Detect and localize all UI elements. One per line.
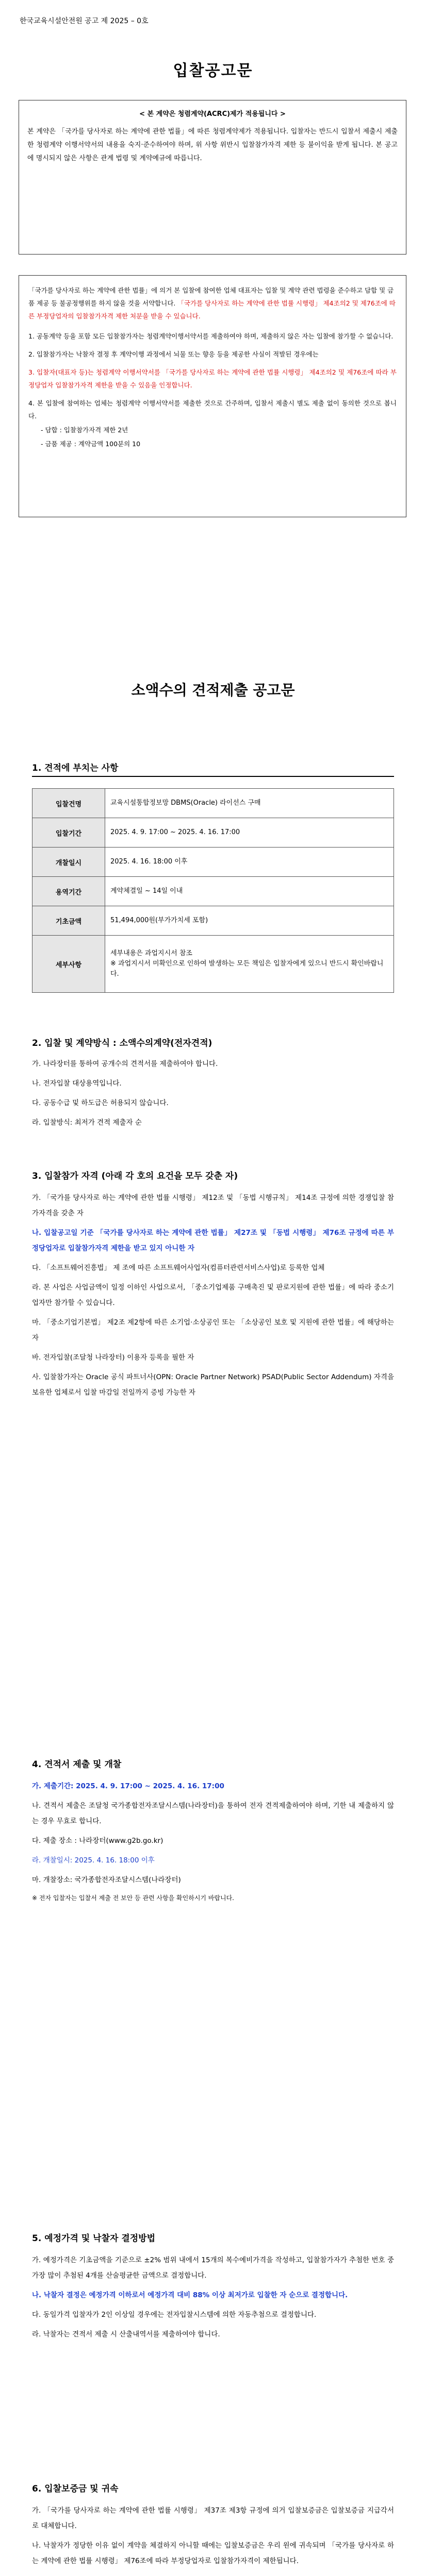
section-heading: 6. 입찰보증금 및 귀속 <box>32 2484 119 2494</box>
section-body <box>32 1778 394 1908</box>
section-line: 마. 「중소기업기본법」 제2조 제2항에 따른 소기업·소상공인 또는 「소상공인 보호 및 지원에 관한 법률」에 해당하는 자 <box>32 1318 394 1342</box>
table-key: 입찰건명 <box>32 789 105 818</box>
integrity-notice-heading: < 본 계약은 청렴계약(ACRC)제가 적용됩니다 > <box>139 110 286 118</box>
section-line: 나. 낙찰자가 정당한 이유 없이 계약을 체결하지 아니할 때에는 입찰보증금은 우리 원에 귀속되며 「국가를 당사자로 하는 계약에 관한 법률 시행령」 제76조에 따라 부정당업자로 입찰참가자격이 제한됩니다. <box>32 2541 394 2565</box>
guide-sub-item: - 담합 : 입찰참가자격 제한 2년 <box>41 426 128 434</box>
section-line: 다. 동일가격 입찰자가 2인 이상일 경우에는 전자입찰시스템에 의한 자동추첨으로 결정합니다. <box>32 2311 317 2319</box>
document-title: 입찰공고문 <box>173 62 253 80</box>
table-key: 입찰기간 <box>32 818 105 848</box>
section-line: 사. 입찰참가자는 Oracle 공식 파트너사(OPN: Oracle Partner Network) PSAD(Public Sector Addendum) 자격을 보유한 업체로서 입찰 마감일 전일까지 증빙 가능한 자 <box>32 1373 394 1397</box>
table-row <box>32 877 394 906</box>
section-note: ※ 전자 입찰자는 입찰서 제출 전 보안 등 관련 사항을 확인하시기 바랍니다. <box>32 1894 234 1902</box>
section-line: 가. 나라장터를 통하여 공개수의 견적서를 제출하여야 합니다. <box>32 1060 218 1068</box>
guide-paragraph <box>28 284 397 323</box>
section-heading: 5. 예정가격 및 낙찰자 결정방법 <box>32 2233 156 2244</box>
section-line: 라. 낙찰자는 견적서 제출 시 산출내역서를 제출하여야 합니다. <box>32 2330 220 2338</box>
integrity-guide-box <box>19 275 406 517</box>
bid-info-table <box>32 788 394 993</box>
section-heading: 3. 입찰참가 자격 (아래 각 호의 요건을 모두 갖춘 자) <box>32 1171 238 1181</box>
section-line: 가. 예정가격은 기초금액을 기준으로 ±2% 범위 내에서 15개의 복수예비가격을 작성하고, 입찰참가자가 추첨한 번호 중 가장 많이 추첨된 4개를 산술평균한 금액으로 결정합니다. <box>32 2256 394 2280</box>
section-line: 나. 입찰공고일 기준 「국가를 당사자로 하는 계약에 관한 법률」 제27조 및 「동법 시행령」 제76조 규정에 따른 부정당업자로 입찰참가자격 제한을 받고 있지 아니한 자 <box>32 1229 394 1252</box>
section-body <box>32 2252 394 2346</box>
table-key: 세부사항 <box>32 936 105 993</box>
table-value: 51,494,000원(부가가치세 포함) <box>105 906 394 936</box>
guide-item: 2. 입찰참가자는 낙찰자 결정 후 계약이행 과정에서 뇌물 또는 향응 등을 제공한 사실이 적발된 경우에는 <box>28 350 319 358</box>
section-line: 가. 「국가를 당사자로 하는 계약에 관한 법률 시행령」 제37조 제3항 규정에 의거 입찰보증금은 입찰보증금 지급각서로 대체합니다. <box>32 2506 394 2530</box>
section-line: 나. 견적서 제출은 조달청 국가종합전자조달시스템(나라장터)을 통하여 전자 견적제출하여야 하며, 기한 내 제출하지 않는 경우 무효로 합니다. <box>32 1802 394 1825</box>
section-body <box>32 2503 394 2576</box>
integrity-notice-box <box>19 100 406 255</box>
section-line: 나. 전자입찰 대상용역입니다. <box>32 1079 122 1088</box>
table-key: 용역기간 <box>32 877 105 906</box>
table-value: 계약체결일 ~ 14일 이내 <box>105 877 394 906</box>
integrity-notice-body: 본 계약은 「국가를 당사자로 하는 계약에 관한 법률」에 따른 청렴계약제가 적용됩니다. 입찰자는 반드시 입찰서 제출시 제출한 청렴계약 이행서약서의 내용을 숙지·준수하여야 하며, 위 사항 위반시 입찰참가자격 제한 등 불이익을 받게 됩니다. 본 공고에 명시되지 않은 사항은 관계 법령 및 계약예규에 따릅니다. <box>27 128 398 162</box>
section-line: 다. 제출 장소 : 나라장터(www.g2b.go.kr) <box>32 1837 163 1845</box>
announcement-title: 소액수의 견적제출 공고문 <box>131 682 295 699</box>
guide-item <box>28 397 397 450</box>
table-key: 기초금액 <box>32 906 105 936</box>
section-line: 라. 개찰일시: 2025. 4. 16. 18:00 이후 <box>32 1856 155 1865</box>
guide-text: 「국가를 당사자로 하는 계약에 관한 법률」에 의거 본 입찰에 참여한 업체 대표자는 입찰 및 계약 관련 법령을 준수하고 담합 및 금품 제공 등 불공정행위를 하지 않을 것을 서약합니다. <box>28 286 394 307</box>
section-divider <box>32 776 394 777</box>
section-body <box>32 1190 394 1404</box>
table-row <box>32 848 394 877</box>
table-row <box>32 789 394 818</box>
table-value: 세부내용은 과업지시서 참조 ※ 과업지시서 미확인으로 인하여 발생하는 모든 책임은 입찰자에게 있으니 반드시 확인바랍니다. <box>105 936 394 993</box>
section-line: 가. 「국가를 당사자로 하는 계약에 관한 법률 시행령」 제12조 및 「동법 시행규칙」 제14조 규정에 의한 경쟁입찰 참가자격을 갖춘 자 <box>32 1194 394 1217</box>
table-value: 2025. 4. 9. 17:00 ~ 2025. 4. 16. 17:00 <box>105 818 394 848</box>
table-key: 개찰일시 <box>32 848 105 877</box>
section-line: 라. 본 사업은 사업금액이 일정 이하인 사업으로서, 「중소기업제품 구매촉진 및 판로지원에 관한 법률」에 따라 중소기업자만 참가할 수 있습니다. <box>32 1283 394 1307</box>
section-line: 다. 「소프트웨어진흥법」 제 조에 따른 소프트웨어사업자(컴퓨터관련서비스사업)로 등록한 업체 <box>32 1264 325 1272</box>
table-value: 교육시설통합정보망 DBMS(Oracle) 라이선스 구매 <box>105 789 394 818</box>
section-line: 나. 낙찰자 결정은 예정가격 이하로서 예정가격 대비 88% 이상 최저가로 입찰한 자 순으로 결정합니다. <box>32 2291 348 2299</box>
section-heading: 4. 견적서 제출 및 개찰 <box>32 1759 122 1770</box>
guide-sub-item: - 금품 제공 : 계약금액 100분의 10 <box>41 440 141 448</box>
guide-item-text: 4. 본 입찰에 참여하는 업체는 청렴계약 이행서약서를 제출한 것으로 간주하며, 입찰서 제출시 별도 제출 없이 동의한 것으로 봅니다. <box>28 399 397 420</box>
section-line: 다. 공동수급 및 하도급은 허용되지 않습니다. <box>32 1099 169 1107</box>
table-value: 2025. 4. 16. 18:00 이후 <box>105 848 394 877</box>
section-line: 마. 개찰장소: 국가종합전자조달시스템(나라장터) <box>32 1876 181 1884</box>
table-row <box>32 936 394 993</box>
table-row <box>32 906 394 936</box>
section-heading: 2. 입찰 및 계약방식 : 소액수의계약(전자견적) <box>32 1038 212 1048</box>
section-line: 라. 입찰방식: 최저가 견적 제출자 순 <box>32 1118 142 1127</box>
guide-warning-text: 「국가를 당사자로 하는 계약에 관한 법률 시행령」 제4조의2 및 제76조에 따른 부정당업자의 입찰참가자격 제한 처분을 받을 수 있습니다. <box>28 299 396 320</box>
section-line: 가. 제출기간: 2025. 4. 9. 17:00 ~ 2025. 4. 16. 17:00 <box>32 1782 224 1790</box>
guide-item: 3. 입찰자(대표자 등)는 청렴계약 이행서약서를 「국가를 당사자로 하는 계약에 관한 법률 시행령」 제4조의2 및 제76조에 따라 부정당업자 입찰참가자격 제한을 받을 수 있음을 인정합니다. <box>28 368 397 389</box>
guide-list <box>28 330 397 450</box>
section-line <box>32 2573 394 2576</box>
section-body <box>32 1056 394 1134</box>
table-row <box>32 818 394 848</box>
section-heading: 1. 견적에 부치는 사항 <box>32 763 119 773</box>
section-line: 바. 전자입찰(조달청 나라장터) 이용자 등록을 필한 자 <box>32 1353 194 1362</box>
notice-number: 한국교육시설안전원 공고 제 2025 – 0호 <box>20 17 149 25</box>
guide-item: 1. 공동계약 등을 포함 모든 입찰참가자는 청렴계약이행서약서를 제출하여야 하며, 제출하지 않은 자는 입찰에 참가할 수 없습니다. <box>28 332 394 340</box>
